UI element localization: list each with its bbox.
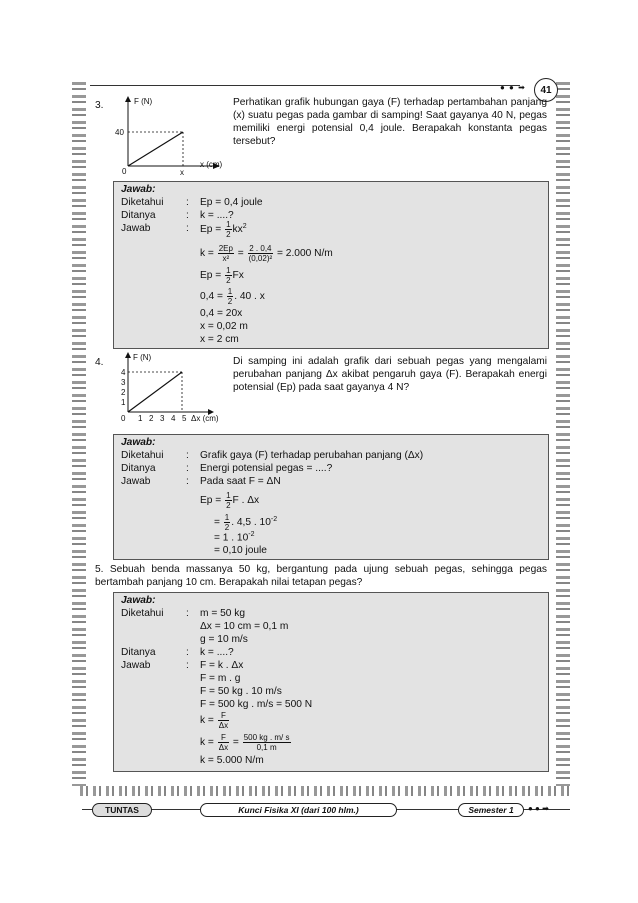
q4-jawab-value: Pada saat F = ΔN: [200, 476, 281, 487]
q4-question-text: Di samping ini adalah grafik dari sebuah pegas yang mengalami perubahan panjang Δx akibat pengaruh gaya (F). Berapakah energi potensial (Ep) pada saat gayanya 4 N?: [233, 356, 547, 393]
bottom-decorative-border: [80, 786, 572, 796]
right-decorative-border: [556, 82, 570, 786]
colon: :: [186, 223, 189, 234]
q5-step-5: k = $\frac{F}{\Delta x}$: [200, 711, 229, 730]
footer-arrow-decoration: ● ● ➡: [528, 804, 549, 813]
header-rule: [90, 85, 520, 86]
q4-answer-box: [113, 434, 549, 560]
q3-x-tick: x: [180, 168, 184, 177]
page-number: 41: [534, 78, 558, 102]
q3-formula-ep-fx: Ep = $\frac{1}{2}$ Fx: [200, 266, 244, 285]
q5-ditanya-label: Ditanya: [121, 647, 156, 658]
q3-answer-heading: Jawab:: [121, 184, 156, 195]
q3-ditanya-label: Ditanya: [121, 210, 156, 221]
colon: :: [186, 660, 189, 671]
q5-ditanya-value: k = ....?: [200, 647, 234, 658]
q3-ditanya-value: k = ....?: [200, 210, 234, 221]
q5-answer-heading: Jawab:: [121, 595, 156, 606]
q3-step-4: x = 2 cm: [200, 334, 239, 345]
q4-ditanya-value: Energi potensial pegas = ....?: [200, 463, 333, 474]
q4-ditanya-label: Ditanya: [121, 463, 156, 474]
q4-y-axis-label: F (N): [133, 353, 152, 362]
q4-x-tick-1: 1: [138, 414, 143, 423]
q4-diketahui-label: Diketahui: [121, 450, 164, 461]
colon: :: [186, 197, 189, 208]
q4-y-tick-3: 3: [121, 378, 126, 387]
q3-step-1: 0,4 = $\frac{1}{2}$ . 40 . x: [200, 287, 265, 306]
q4-diketahui-value: Grafik gaya (F) terhadap perubahan panjang (Δx): [200, 450, 424, 461]
q4-y-tick-2: 2: [121, 388, 126, 397]
q5-step-4: F = 500 kg . m/s = 500 N: [200, 699, 313, 710]
q3-answer-box: [113, 181, 549, 349]
q3-x-axis-label: x (cm): [200, 160, 223, 169]
q3-formula-ep: Ep = $\frac{1}{2}$ $kx^2$: [200, 220, 247, 239]
q3-y-axis-label: F (N): [134, 97, 153, 106]
q5-jawab-label: Jawab: [121, 660, 151, 671]
q4-x-tick-3: 3: [160, 414, 165, 423]
q3-origin: 0: [122, 167, 127, 176]
colon: :: [186, 608, 189, 619]
q3-step-3: x = 0,02 m: [200, 321, 248, 332]
q4-jawab-label: Jawab: [121, 476, 151, 487]
q5-step-3: F = 50 kg . 10 m/s: [200, 686, 282, 697]
q4-y-tick-4: 4: [121, 368, 126, 377]
footer-tuntas-label: TUNTAS: [92, 803, 152, 817]
colon: :: [186, 647, 189, 658]
q4-step-2: = $\frac{1}{2}$ . 4,5 . $10^{-2}$: [214, 513, 278, 532]
q4-x-axis-label: Δx (cm): [191, 414, 219, 423]
q3-number: 3.: [95, 100, 104, 111]
q3-jawab-label: Jawab: [121, 223, 151, 234]
q5-given-gravity: g = 10 m/s: [200, 634, 248, 645]
colon: :: [186, 210, 189, 221]
q5-step-1: F = k . Δx: [200, 660, 244, 671]
q3-formula-k: k = $\frac{2Ep}{\text{x²}}$ = $\frac{2 . 0,4}{\text{(0,02)²}}$ = 2.000 N/m: [200, 244, 333, 263]
q5-step-2: F = m . g: [200, 673, 241, 684]
q4-step-3: = 1 . $10^{-2}$: [214, 531, 255, 544]
q3-y-tick: 40: [115, 128, 124, 137]
q4-x-tick-4: 4: [171, 414, 176, 423]
q4-origin: 0: [121, 414, 126, 423]
q3-question-text: Perhatikan grafik hubungan gaya (F) terhadap pertambahan panjang (x) suatu pegas pada gambar di samping! Saat gayanya 40 N, pegas memiliki energi potensial 0,4 joule. Berapakah konstanta pegas tersebut?: [233, 97, 547, 147]
q3-diketahui-label: Diketahui: [121, 197, 164, 208]
q5-answer-box: [113, 592, 549, 772]
q4-y-tick-1: 1: [121, 398, 126, 407]
header-arrow-decoration: ● ● ➡: [500, 83, 526, 92]
left-decorative-border: [72, 82, 86, 786]
q5-step-7: k = 5.000 N/m: [200, 755, 264, 766]
colon: :: [186, 476, 189, 487]
q4-x-tick-2: 2: [149, 414, 154, 423]
q4-step-4: = 0,10 joule: [214, 545, 267, 556]
q5-diketahui-label: Diketahui: [121, 608, 164, 619]
footer-book-title: Kunci Fisika XI (dari 100 hlm.): [200, 803, 397, 817]
q4-step-1: Ep = $\frac{1}{2}$ F . Δx: [200, 491, 260, 510]
q3-diketahui-value: Ep = 0,4 joule: [200, 197, 263, 208]
q5-question-text: 5. Sebuah benda massanya 50 kg, bergantung pada ujung sebuah pegas, sehingga pegas bertambah panjang 10 cm. Berapakah nilai tetapan pegas?: [95, 564, 547, 588]
colon: :: [186, 463, 189, 474]
q4-answer-heading: Jawab:: [121, 437, 156, 448]
q5-given-mass: m = 50 kg: [200, 608, 246, 619]
q4-number: 4.: [95, 357, 104, 368]
q5-step-6: k = $\frac{F}{\Delta x}$ = $\frac{500 kg . m/ s}{0,1 m}$: [200, 733, 290, 752]
colon: :: [186, 450, 189, 461]
footer-semester: Semester 1: [458, 803, 524, 817]
q5-given-extension: Δx = 10 cm = 0,1 m: [200, 621, 289, 632]
q4-x-tick-5: 5: [182, 414, 187, 423]
q3-step-2: 0,4 = 20x: [200, 308, 243, 319]
